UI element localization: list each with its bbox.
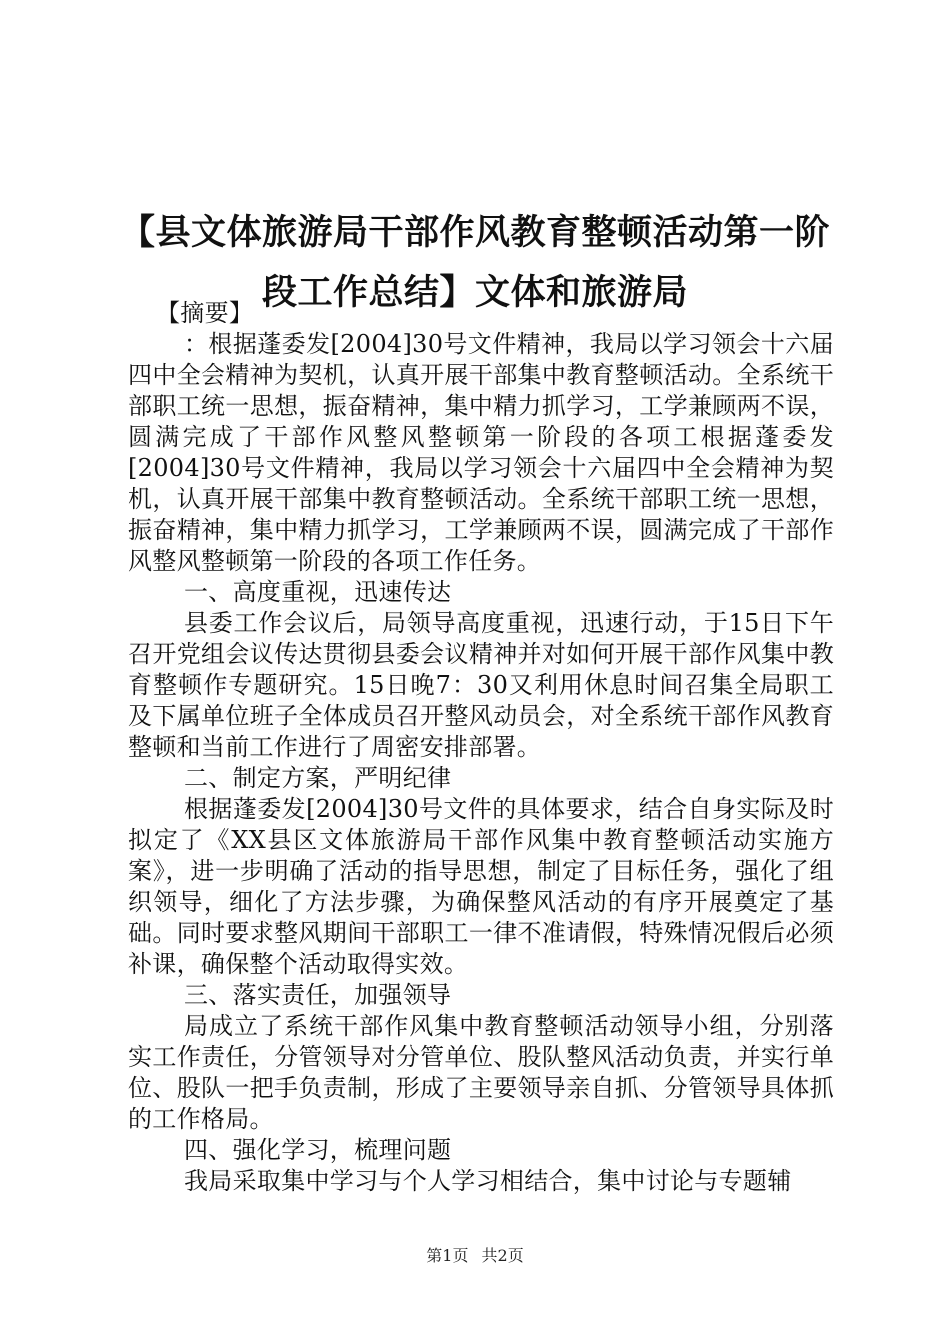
paragraph-section-2: 根据蓬委发[2004]30号文件的具体要求，结合自身实际及时拟定了《XX县区文体旅游局干部作风集中教育整顿活动实施方案》，进一步明确了活动的指导思想，制定了目标任务，强化了组织领导，细化了方法步骤，为确保整风活动的有序开展奠定了基础。同时要求整风期间干部职工一律不准请假，特殊情况假后必须补课，确保整个活动取得实效。 (128, 795, 834, 978)
section-heading-4: 四、强化学习，梳理问题 (184, 1136, 452, 1164)
page-number: 第1页 (426, 1246, 469, 1265)
paragraph-section-3: 局成立了系统干部作风集中教育整顿活动领导小组，分别落实工作责任，分管领导对分管单位、股队整风活动负责，并实行单位、股队一把手负责制，形成了主要领导亲自抓、分管领导具体抓的工作格局。 (128, 1012, 834, 1133)
section-heading-3: 三、落实责任，加强领导 (184, 981, 452, 1009)
page-total: 共2页 (481, 1246, 524, 1265)
section-heading-2: 二、制定方案，严明纪律 (184, 764, 452, 792)
document-body (128, 298, 834, 1197)
paragraph-abstract: ：根据蓬委发[2004]30号文件精神，我局以学习领会十六届四中全会精神为契机，认真开展干部集中教育整顿活动。全系统干部职工统一思想，振奋精神，集中精力抓学习，工学兼顾两不误，圆满完成了干部作风整风整顿第一阶段的各项工根据蓬委发[2004]30号文件精神，我局以学习领会十六届四中全会精神为契机，认真开展干部集中教育整顿活动。全系统干部职工统一思想，振奋精神，集中精力抓学习，工学兼顾两不误，圆满完成了干部作风整风整顿第一阶段的各项工作任务。 (128, 330, 834, 575)
page-footer (0, 1243, 950, 1266)
section-heading-1: 一、高度重视，迅速传达 (184, 578, 452, 606)
paragraph-section-4: 我局采取集中学习与个人学习相结合，集中讨论与专题辅 (184, 1167, 792, 1195)
paragraph-section-1: 县委工作会议后，局领导高度重视，迅速行动，于15日下午召开党组会议传达贯彻县委会议精神并对如何开展干部作风集中教育整顿作专题研究。15日晚7：30又利用休息时间召集全局职工及下属单位班子全体成员召开整风动员会，对全系统干部作风教育整顿和当前工作进行了周密安排部署。 (128, 609, 834, 761)
document-title: 【县文体旅游局干部作风教育整顿活动第一阶段工作总结】文体和旅游局 (119, 212, 830, 314)
abstract-label: 【摘要】 (156, 299, 254, 327)
